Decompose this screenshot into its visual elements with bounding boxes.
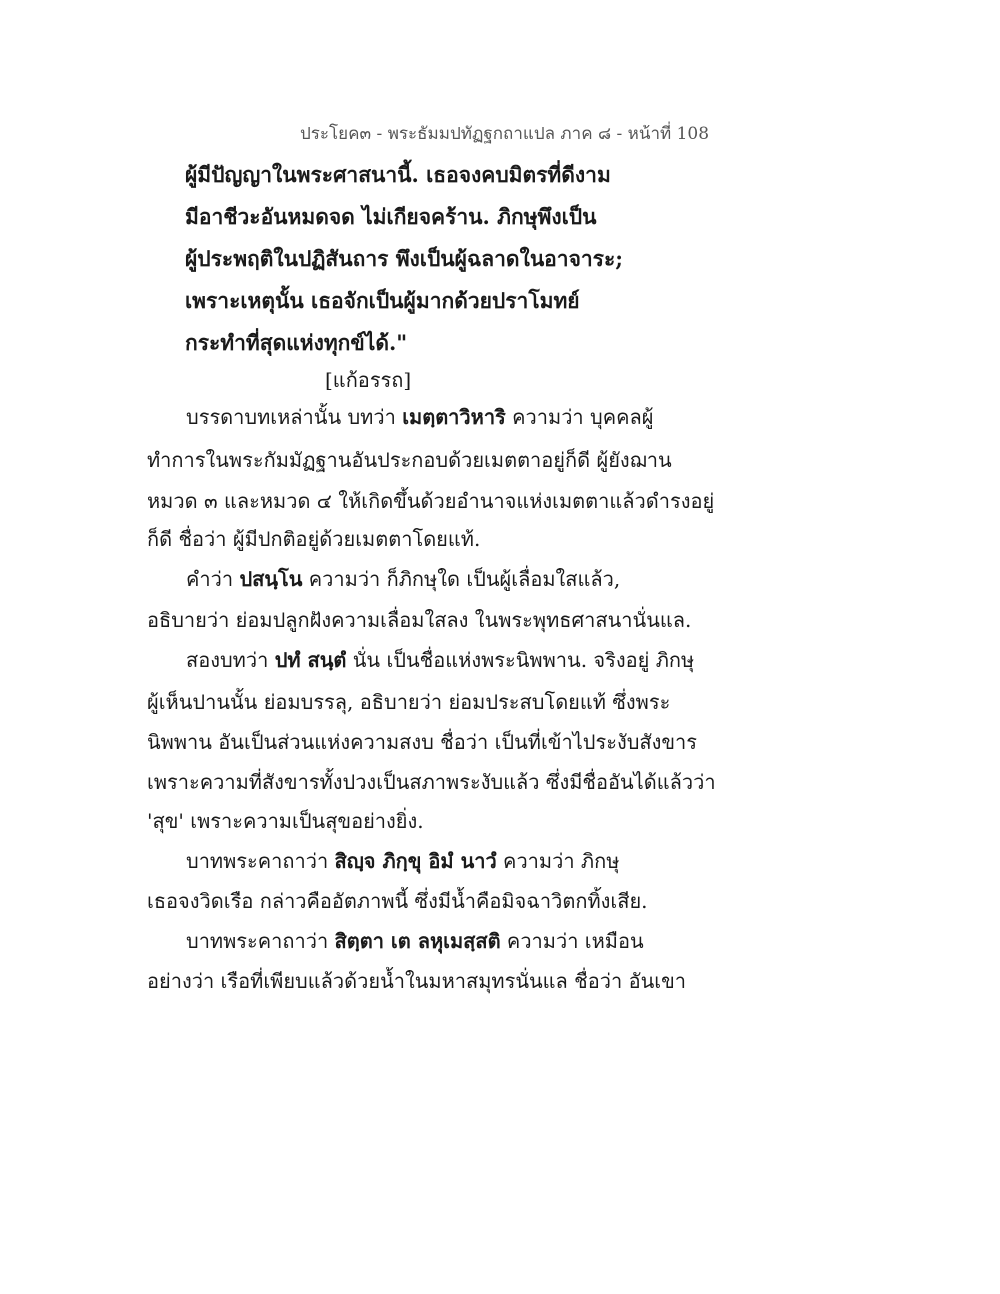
verse-line-1: ผู้มีปัญญาในพระศาสนานี้. เธอจงคบมิตรที่ดีงาม bbox=[185, 162, 611, 187]
text: นั่น เป็นชื่อแห่งพระนิพพาน. จริงอยู่ ภิกษุ bbox=[346, 648, 695, 672]
text: บาทพระคาถาว่า bbox=[186, 849, 335, 873]
paragraph-5-line-1 bbox=[186, 926, 644, 956]
paragraph-1-line-3: หมวด ๓ และหมวด ๔ ให้เกิดขึ้นด้วยอำนาจแห่งเมตตาแล้วดำรงอยู่ bbox=[147, 489, 715, 513]
paragraph-2-line-2: อธิบายว่า ย่อมปลูกฝังความเลื่อมใสลง ในพระพุทธศาสนานั่นแล. bbox=[147, 608, 692, 632]
paragraph-3-line-4: เพราะความที่สังขารทั้งปวงเป็นสภาพระงับแล้ว ซึ่งมีชื่ออันได้แล้วว่า bbox=[147, 770, 716, 794]
pali-term: ปทํ สนฺตํ bbox=[274, 648, 347, 672]
text: ความว่า เหมือน bbox=[500, 929, 644, 953]
paragraph-1-line-2: ทำการในพระกัมมัฏฐานอันประกอบด้วยเมตตาอยู่ก็ดี ผู้ยังฌาน bbox=[147, 448, 672, 472]
paragraph-2-line-1 bbox=[186, 564, 620, 594]
verse-line-4: เพราะเหตุนั้น เธอจักเป็นผู้มากด้วยปราโมทย์ bbox=[185, 288, 580, 313]
pali-term: เมตฺตาวิหาริ bbox=[402, 405, 506, 429]
paragraph-1-line-1 bbox=[186, 402, 653, 432]
paragraph-3-line-2: ผู้เห็นปานนั้น ย่อมบรรลุ, อธิบายว่า ย่อมประสบโดยแท้ ซึ่งพระ bbox=[147, 690, 671, 714]
paragraph-4-line-1 bbox=[186, 846, 619, 876]
pali-term: สิตฺตา เต ลหุเมสฺสติ bbox=[334, 929, 501, 953]
page-header: ประโยค๓ - พระธัมมปทัฏฐกถาแปล ภาค ๘ - หน้าที่ 108 bbox=[300, 124, 710, 144]
text: สองบทว่า bbox=[186, 648, 275, 672]
text: คำว่า bbox=[186, 567, 240, 591]
text: ความว่า บุคคลผู้ bbox=[505, 405, 654, 429]
paragraph-1-line-4: ก็ดี ชื่อว่า ผู้มีปกติอยู่ด้วยเมตตาโดยแท้. bbox=[147, 527, 481, 551]
paragraph-3-line-1 bbox=[186, 645, 694, 675]
verse-line-2: มีอาชีวะอันหมดจด ไม่เกียจคร้าน. ภิกษุพึงเป็น bbox=[185, 204, 597, 229]
pali-term: สิญฺจ ภิกฺขุ อิมํ นาวํ bbox=[334, 849, 497, 873]
text: บรรดาบทเหล่านั้น บทว่า bbox=[186, 405, 403, 429]
text: บาทพระคาถาว่า bbox=[186, 929, 335, 953]
verse-line-3: ผู้ประพฤติในปฏิสันถาร พึงเป็นผู้ฉลาดในอาจาระ; bbox=[185, 246, 623, 271]
paragraph-3-line-3: นิพพาน อันเป็นส่วนแห่งความสงบ ชื่อว่า เป็นที่เข้าไประงับสังขาร bbox=[147, 730, 698, 754]
text: ความว่า ก็ภิกษุใด เป็นผู้เลื่อมใสแล้ว, bbox=[302, 567, 621, 591]
section-title: [แก้อรรถ] bbox=[325, 368, 412, 392]
pali-term: ปสนฺโน bbox=[239, 567, 303, 591]
paragraph-3-line-5: 'สุข' เพราะความเป็นสุขอย่างยิ่ง. bbox=[147, 809, 424, 833]
text: ความว่า ภิกษุ bbox=[496, 849, 620, 873]
verse-line-5: กระทำที่สุดแห่งทุกข์ได้." bbox=[185, 330, 408, 355]
paragraph-5-line-2: อย่างว่า เรือที่เพียบแล้วด้วยน้ำในมหาสมุทรนั่นแล ชื่อว่า อันเขา bbox=[147, 969, 686, 993]
paragraph-4-line-2: เธอจงวิดเรือ กล่าวคืออัตภาพนี้ ซึ่งมีน้ำคือมิจฉาวิตกทิ้งเสีย. bbox=[147, 889, 648, 913]
